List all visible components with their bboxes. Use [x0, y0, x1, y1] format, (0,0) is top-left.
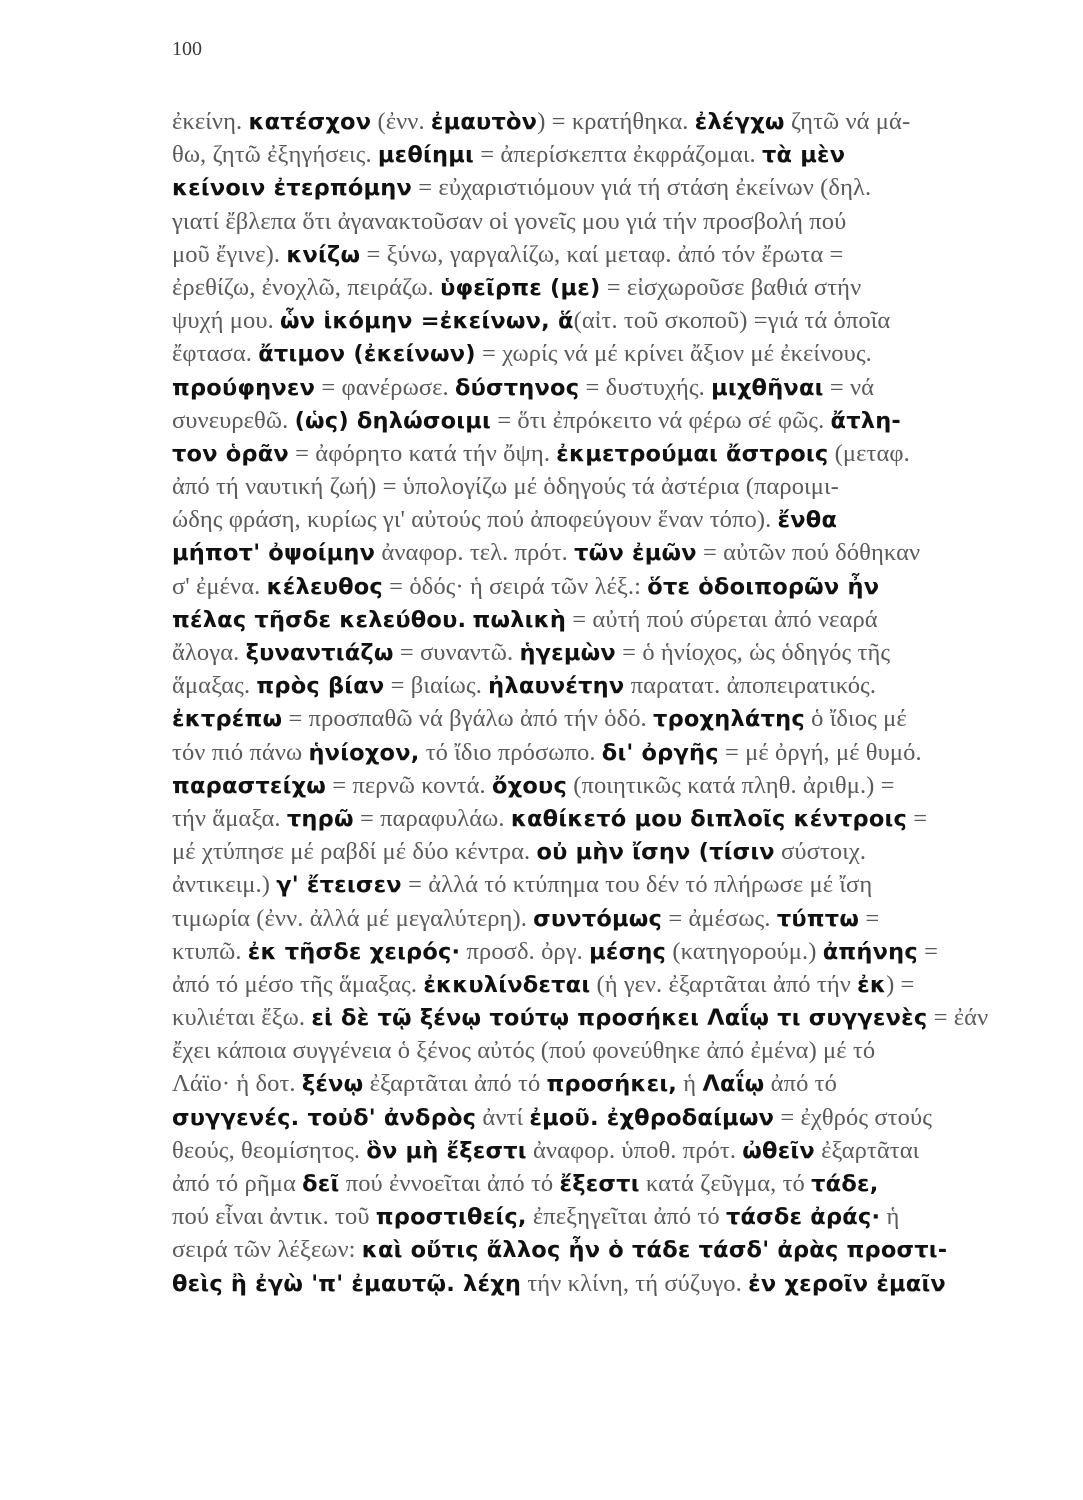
text-line	[172, 868, 1020, 901]
gloss: ἐκείνη.	[172, 108, 249, 135]
gloss: ) = κρατήθηκα.	[537, 108, 695, 135]
gloss: κυλιέται ἔξω.	[172, 1004, 312, 1032]
gloss: μοῦ ἔγινε).	[172, 240, 287, 268]
lemma: ἐκτρέπω	[172, 706, 283, 733]
lemma: ἐλέγχω	[694, 109, 785, 135]
text-line	[172, 536, 1020, 569]
gloss: ἐξαρτᾶται	[814, 1136, 920, 1164]
gloss: (ἡ γεν. ἐξαρτᾶται ἀπό τήν	[590, 970, 858, 998]
gloss: = ὁδός· ἡ σειρά τῶν λέξ.:	[382, 572, 648, 600]
text-line	[172, 636, 1020, 669]
text-line	[172, 968, 1020, 1001]
lemma: ἐκ τῆσδε χειρός·	[247, 938, 461, 965]
gloss: ἔφτασα.	[172, 340, 259, 368]
gloss: = δυστυχής.	[579, 373, 712, 401]
lemma: ὅτε ὁδοιπορῶν ἦν	[647, 573, 880, 600]
gloss: (ἐνν.	[371, 108, 431, 135]
text-line	[172, 935, 1020, 968]
gloss: (ποιητικῶς κατά πληθ. ἀριθμ.) =	[566, 771, 895, 799]
text-line	[172, 1267, 1020, 1300]
text-line	[172, 238, 1020, 271]
gloss: κτυπῶ.	[172, 937, 248, 965]
gloss: ἐρεθίζω, ἐνοχλῶ, πειράζω.	[172, 273, 441, 301]
lemma: ὃν μὴ ἔξεστι	[366, 1137, 527, 1164]
lemma: γ' ἔτεισεν	[276, 872, 402, 899]
lemma: πωλικὴ	[472, 606, 567, 633]
text-line	[172, 603, 1020, 636]
text-line	[172, 337, 1020, 370]
gloss: Λάϊο· ἡ δοτ.	[172, 1070, 302, 1098]
gloss: = παραφυλάω.	[353, 804, 511, 832]
lemma: συντόμως	[533, 905, 663, 932]
lemma: ἀπήνης	[822, 938, 918, 965]
text-line	[172, 1001, 1020, 1034]
lemma: μήποτ' ὀψοίμην	[172, 540, 376, 567]
text-line	[172, 503, 1020, 536]
lemma: τροχηλάτης	[653, 706, 805, 733]
gloss: ἅμαξας.	[172, 672, 257, 700]
gloss: θω, ζητῶ ἐξηγήσεις.	[172, 141, 378, 169]
gloss: = ξύνω, γαργαλίζω, καί μεταφ. ἀπό τόν ἔρωτα =	[360, 240, 844, 268]
gloss: τό ἴδιο πρόσωπο.	[419, 738, 602, 766]
gloss: (κατηγορούμ.)	[666, 937, 823, 965]
lemma: ἐκμετρούμαι ἄστροις	[556, 440, 829, 467]
gloss: ἀναφορ. ὑποθ. πρότ.	[526, 1136, 743, 1164]
gloss: = ὅτι ἐπρόκειτο νά φέρω σέ φῶς.	[491, 406, 831, 434]
lemma: πρὸς βίαν	[256, 673, 385, 700]
gloss: κατά ζεῦγμα, τό	[639, 1170, 812, 1197]
lemma: ἡγεμὼν	[519, 640, 616, 666]
gloss: ) =	[886, 970, 915, 998]
gloss: = περνῶ κοντά.	[326, 771, 493, 799]
text-line	[172, 802, 1020, 835]
lemma: ἠλαυνέτην	[488, 673, 625, 700]
lemma: ἄτλη-	[830, 407, 901, 434]
lemma: ἐκ	[857, 971, 887, 998]
gloss: πού ἐννοεῖται ἀπό τό	[339, 1170, 560, 1197]
gloss: τιμωρία (ἐνν. ἀλλά μέ μεγαλύτερη).	[172, 904, 534, 932]
gloss: = χωρίς νά μέ κρίνει ἄξιον μέ ἐκείνους.	[475, 340, 872, 368]
gloss: τήν ἅμαξα.	[172, 804, 287, 832]
lemma: κείνοιν ἐτερπόμην	[172, 175, 413, 202]
gloss: ἀντί	[476, 1103, 530, 1131]
gloss: σύστοιχ.	[774, 838, 867, 866]
lemma: οὐ μὴν ἴσην (τίσιν	[536, 839, 775, 866]
lemma: κατέσχον	[248, 109, 372, 135]
lemma: τῶν ἐμῶν	[574, 540, 697, 567]
text-line	[172, 1101, 1020, 1134]
page-number: 100	[172, 38, 202, 60]
text-line	[172, 1233, 1020, 1266]
text-line	[172, 570, 1020, 603]
text-line	[172, 1034, 1020, 1067]
lemma: δι' ὀργῆς	[601, 739, 719, 766]
gloss: ἀντικειμ.)	[172, 871, 277, 899]
gloss: = μέ ὀργή, μέ θυμό.	[718, 738, 922, 766]
lemma: ὄχους	[492, 772, 567, 799]
lemma: ἄτιμον (ἐκείνων)	[258, 341, 476, 368]
gloss: τήν κλίνη, τή σύζυγο.	[521, 1269, 749, 1297]
lemma: κνίζω	[286, 241, 361, 268]
lemma: τὰ μὲν	[762, 142, 846, 169]
gloss: σειρά τῶν λέξεων:	[172, 1236, 362, 1264]
gloss: = ἐάν	[927, 1004, 989, 1032]
gloss: (μεταφ.	[828, 439, 910, 467]
text-line	[172, 1134, 1020, 1167]
lemma: μέσης	[589, 938, 667, 965]
gloss: = ἀμέσως.	[662, 904, 777, 932]
text-line	[172, 304, 1020, 337]
lemma: ἐν χεροῖν ἐμαῖν	[748, 1270, 946, 1297]
lemma: ὑφεῖρπε (με)	[440, 274, 601, 301]
lemma: συγγενές. τοὐδ' ἀνδρὸς	[172, 1104, 477, 1131]
gloss: γιατί ἔβλεπα ὅτι ἀγανακτοῦσαν οἱ γονεῖς μου γιά τήν προσβολή πού	[172, 207, 847, 235]
text-line	[172, 138, 1020, 171]
text-line	[172, 769, 1020, 802]
gloss: = ὁ ἡνίοχος, ὡς ὁδηγός τῆς	[615, 639, 891, 666]
lemma: ξένῳ	[301, 1071, 364, 1098]
lemma: μεθίημι	[377, 142, 474, 169]
lemma: παραστείχω	[172, 772, 327, 799]
gloss: συνευρεθῶ.	[172, 406, 295, 434]
gloss: ἡ	[880, 1203, 900, 1231]
text-line	[172, 437, 1020, 470]
text-line	[172, 1067, 1020, 1100]
lemma: Λαΐῳ	[702, 1071, 765, 1098]
gloss: ἀπό τό ρῆμα	[172, 1170, 303, 1197]
lemma: ἔνθα	[777, 507, 838, 534]
text-line	[172, 835, 1020, 868]
text-line	[172, 271, 1020, 304]
lemma: ξυναντιάζω	[245, 640, 394, 666]
gloss: πού εἶναι ἀντικ. τοῦ	[172, 1203, 376, 1231]
lemma: τον ὁρᾶν	[172, 440, 289, 467]
lemma: δεῖ	[302, 1171, 340, 1197]
lemma: προστιθείς,	[375, 1204, 527, 1231]
text-line	[172, 371, 1020, 404]
gloss: = νά	[823, 373, 875, 401]
lemma: ἐμοῦ. ἐχθροδαίμων	[529, 1104, 775, 1131]
text-line	[172, 669, 1020, 702]
gloss: ἄλογα.	[172, 639, 246, 666]
lemma: ἐκκυλίνδεται	[423, 971, 591, 998]
gloss: =	[917, 937, 939, 965]
lemma: τηρῶ	[286, 805, 354, 832]
lemma: τύπτω	[776, 905, 860, 932]
gloss: ἀπό τό μέσο τῆς ἅμαξας.	[172, 970, 424, 998]
lemma: καὶ οὔτις ἄλλος ἦν ὁ τάδε τάσδ' ἀρὰς προστι-	[361, 1237, 948, 1264]
gloss: ψυχή μου.	[172, 307, 281, 335]
gloss: παρατατ. ἀποπειρατικός.	[624, 672, 877, 700]
gloss: προσδ. ὀργ.	[460, 937, 590, 965]
gloss: = ἀφόρητο κατά τήν ὄψη.	[288, 439, 557, 467]
gloss: ἔχει κάποια συγγένεια ὁ ξένος αὐτός (πού φονεύθηκε ἀπό ἐμένα) μέ τό	[172, 1037, 876, 1065]
gloss: = ἀλλά τό κτύπημα του δέν τό πλήρωσε μέ ἴση	[401, 871, 873, 899]
gloss: = φανέρωσε.	[315, 373, 455, 401]
gloss: ἀπό τή ναυτική ζωή) = ὑπολογίζω μέ ὁδηγούς τά ἀστέρια (παροιμι-	[172, 473, 839, 501]
gloss: ὁ ἴδιος μέ	[804, 705, 907, 733]
gloss: = ἀπερίσκεπτα ἐκφράζομαι.	[473, 141, 762, 169]
text-line	[172, 702, 1020, 735]
lemma: καθίκετό μου διπλοῖς κέντροις	[510, 805, 908, 832]
lemma: πέλας τῆσδε κελεύθου.	[172, 606, 467, 633]
gloss: = ἐχθρός στούς	[774, 1103, 933, 1131]
commentary-text	[172, 105, 1020, 1300]
lemma: θεὶς ἢ ἐγὼ 'π' ἐμαυτῷ. λέχη	[172, 1270, 522, 1297]
text-line	[172, 171, 1020, 204]
gloss: = βιαίως.	[384, 672, 489, 700]
gloss: ἡ	[677, 1070, 703, 1098]
gloss: θεούς, θεομίσητος.	[172, 1136, 367, 1164]
gloss: = αὐτή πού σύρεται ἀπό νεαρά	[566, 605, 878, 633]
lemma: δύστηνος	[454, 374, 580, 401]
lemma: τάσδε ἀράς·	[725, 1204, 881, 1231]
text-line	[172, 404, 1020, 437]
lemma: μιχθῆναι	[711, 374, 824, 401]
gloss: = αὐτῶν πού δόθηκαν	[696, 539, 921, 567]
gloss: ἀναφορ. τελ. πρότ.	[375, 539, 575, 567]
gloss: = προσπαθῶ νά βγάλω ἀπό τήν ὁδό.	[282, 705, 654, 733]
lemma: ἔξεστι	[559, 1171, 640, 1197]
gloss: μέ χτύπησε μέ ραβδί μέ δύο κέντρα.	[172, 838, 537, 866]
gloss: = συναντῶ.	[393, 639, 520, 666]
gloss: ζητῶ νά μά-	[784, 108, 911, 135]
gloss: ἐξαρτᾶται ἀπό τό	[363, 1070, 547, 1098]
gloss: =	[907, 804, 928, 832]
lemma: προσήκει,	[546, 1071, 678, 1098]
gloss: =	[859, 904, 880, 932]
gloss: = εἰσχωροῦσε βαθιά στήν	[600, 273, 862, 301]
lemma: κέλευθος	[266, 573, 383, 600]
gloss: τόν πιό πάνω	[172, 738, 309, 766]
text-line	[172, 105, 1020, 138]
gloss: ώδης φράση, κυρίως γι' αὐτούς πού ἀποφεύγουν ἕναν τόπο).	[172, 506, 778, 534]
lemma: ἐμαυτὸν	[430, 109, 538, 135]
text-line	[172, 1167, 1020, 1200]
lemma: προύφηνεν	[172, 374, 316, 401]
lemma: τάδε,	[811, 1171, 879, 1197]
text-line	[172, 205, 1020, 238]
gloss: ἐπεξηγεῖται ἀπό τό	[526, 1203, 726, 1231]
lemma: (ὡς) δηλώσοιμι	[294, 407, 491, 434]
lemma: ὠθεῖν	[742, 1137, 815, 1164]
gloss: ἀπό τό	[764, 1070, 837, 1098]
text-line	[172, 1200, 1020, 1233]
gloss: σ' ἐμένα.	[172, 572, 267, 600]
gloss: (αἰτ. τοῦ σκοποῦ) =γιά τά ὁποῖα	[573, 307, 891, 335]
lemma: εἰ δὲ τῷ ξένῳ τούτῳ προσήκει Λαΐῳ τι συγγενὲς	[311, 1005, 928, 1032]
lemma: ὧν ἱκόμην =ἐκείνων, ἅ	[280, 308, 574, 335]
text-line	[172, 736, 1020, 769]
text-line	[172, 902, 1020, 935]
lemma: ἡνίοχον,	[308, 739, 420, 766]
text-line	[172, 470, 1020, 503]
gloss: = εὐχαριστιόμουν γιά τή στάση ἐκείνων (δηλ.	[412, 174, 872, 202]
